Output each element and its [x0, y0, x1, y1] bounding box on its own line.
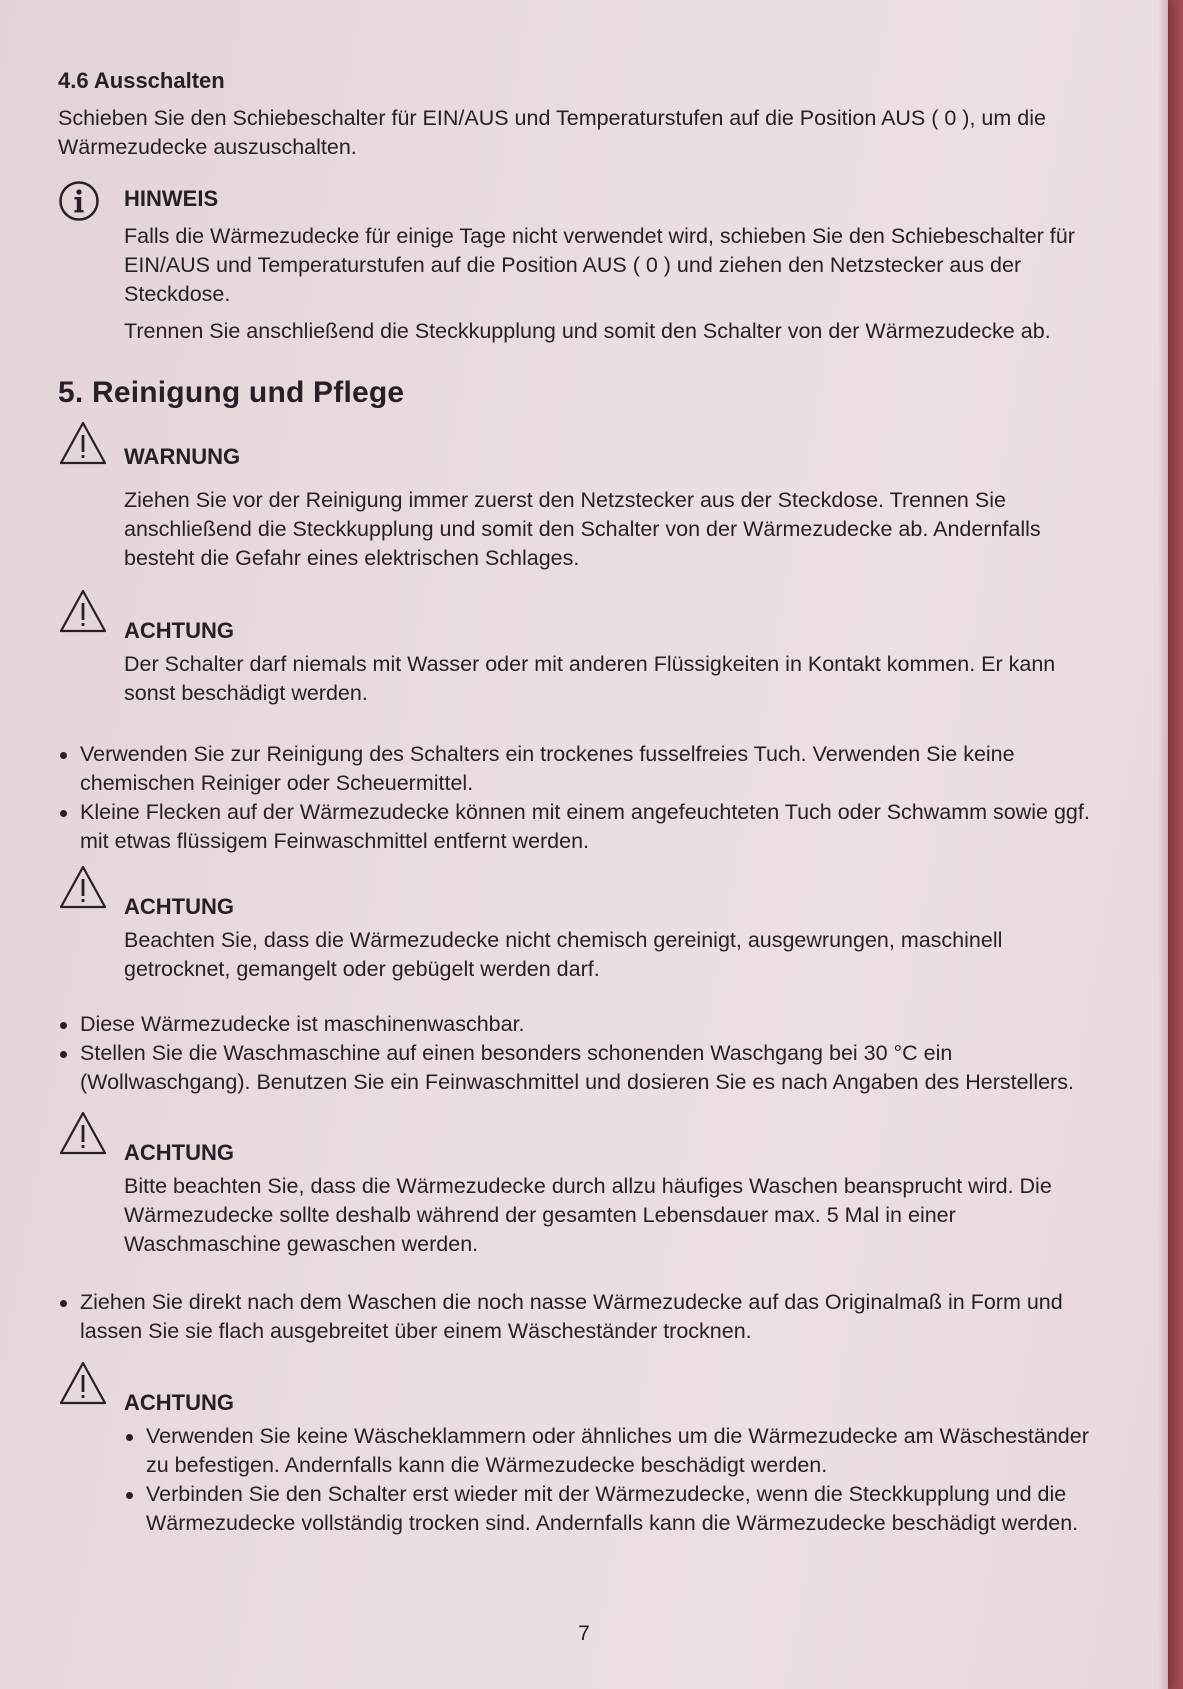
notice-body [124, 926, 1098, 984]
paragraph: Schieben Sie den Schiebeschalter für EIN/AUS und Temperaturstufen auf die Position AUS ( 0 ), um die Wärmezudecke auszuschalten. [58, 106, 1046, 159]
notice-heading: ACHTUNG [124, 894, 234, 919]
paragraph: Der Schalter darf niemals mit Wasser oder mit anderen Flüssigkeiten in Kontakt kommen. Er kann sonst beschädigt werden. [124, 652, 1056, 705]
bullet-list-2 [58, 1010, 1098, 1097]
section-5-title-wrap [58, 376, 1098, 410]
warning-triangle-icon [58, 1110, 108, 1161]
paragraph: Bitte beachten Sie, dass die Wärmezudecke durch allzu häufiges Waschen beansprucht wird. Die Wärmezudecke sollte deshalb während der gesamten Lebensdauer max. 5 Mal in einer Waschmaschine gewaschen werden. [124, 1174, 1052, 1256]
list-item: Verwenden Sie keine Wäscheklammern oder ähnliches um die Wärmezudecke am Wäscheständer zu befestigen. Andernfalls kann die Wärmezudecke beschädigt werden. [124, 1422, 1098, 1480]
warning-triangle-icon [58, 864, 108, 915]
list-item: Ziehen Sie direkt nach dem Waschen die noch nasse Wärmezudecke auf das Originalmaß in Form und lassen Sie sie flach ausgebreitet über einem Wäscheständer trocknen. [58, 1288, 1098, 1346]
notice-body [124, 486, 1098, 573]
paragraph: Beachten Sie, dass die Wärmezudecke nicht chemisch gereinigt, ausgewrungen, maschinell getrocknet, gemangelt oder gebügelt werden darf. [124, 928, 1003, 981]
notice-heading: ACHTUNG [124, 618, 234, 643]
info-icon [58, 180, 100, 227]
paragraph: Trennen Sie anschließend die Steckkupplung und somit den Schalter von der Wärmezudecke ab. [124, 319, 1051, 343]
list-item: Verwenden Sie zur Reinigung des Schalters ein trockenes fusselfreies Tuch. Verwenden Sie keine chemischen Reiniger oder Scheuermittel. [58, 740, 1098, 798]
section-title: 5. Reinigung und Pflege [58, 376, 405, 409]
warning-triangle-icon [58, 588, 108, 639]
list-item: Diese Wärmezudecke ist maschinenwaschbar. [58, 1010, 1098, 1039]
page-edge-shadow [1158, 0, 1168, 1689]
warning-triangle-icon [58, 1360, 108, 1411]
list-item: Stellen Sie die Waschmaschine auf einen besonders schonenden Waschgang bei 30 °C ein (Wollwaschgang). Benutzen Sie ein Feinwaschmittel und dosieren Sie es nach Angaben des Herstellers. [58, 1039, 1098, 1097]
notice-heading: ACHTUNG [124, 1140, 234, 1165]
list-item: Verbinden Sie den Schalter erst wieder mit der Wärmezudecke, wenn die Steckkupplung und die Wärmezudecke vollständig trocken sind. Andernfalls kann die Wärmezudecke beschädigt werden. [124, 1480, 1098, 1538]
bullet-list-1 [58, 740, 1098, 856]
bullet-list-3 [58, 1288, 1098, 1346]
paragraph: Ziehen Sie vor der Reinigung immer zuerst den Netzstecker aus der Steckdose. Trennen Sie anschließend die Steckkupplung und somit den Schalter von der Wärmezudecke ab. Andernfalls besteht die Gefahr eines elektrischen Schlages. [124, 488, 1041, 570]
section-title: 4.6 Ausschalten [58, 68, 225, 93]
notice-body [124, 1422, 1098, 1538]
notice-heading: ACHTUNG [124, 1390, 234, 1415]
notice-body [124, 222, 1098, 346]
notice-heading: WARNUNG [124, 444, 241, 469]
notice-heading: HINWEIS [124, 186, 219, 211]
notice-body [124, 650, 1098, 708]
page-number: 7 [578, 1622, 590, 1645]
paragraph: Falls die Wärmezudecke für einige Tage nicht verwendet wird, schieben Sie den Schiebeschalter für EIN/AUS und Temperaturstufen auf die Position AUS ( 0 ) und ziehen den Netzstecker aus der Steckdose. [124, 224, 1075, 306]
list-item: Kleine Flecken auf der Wärmezudecke können mit einem angefeuchteten Tuch oder Schwamm sowie ggf. mit etwas flüssigem Feinwaschmittel entfernt werden. [58, 798, 1098, 856]
notice-body [124, 1172, 1098, 1259]
section-4-6 [58, 68, 1098, 162]
warning-triangle-icon [58, 420, 108, 471]
